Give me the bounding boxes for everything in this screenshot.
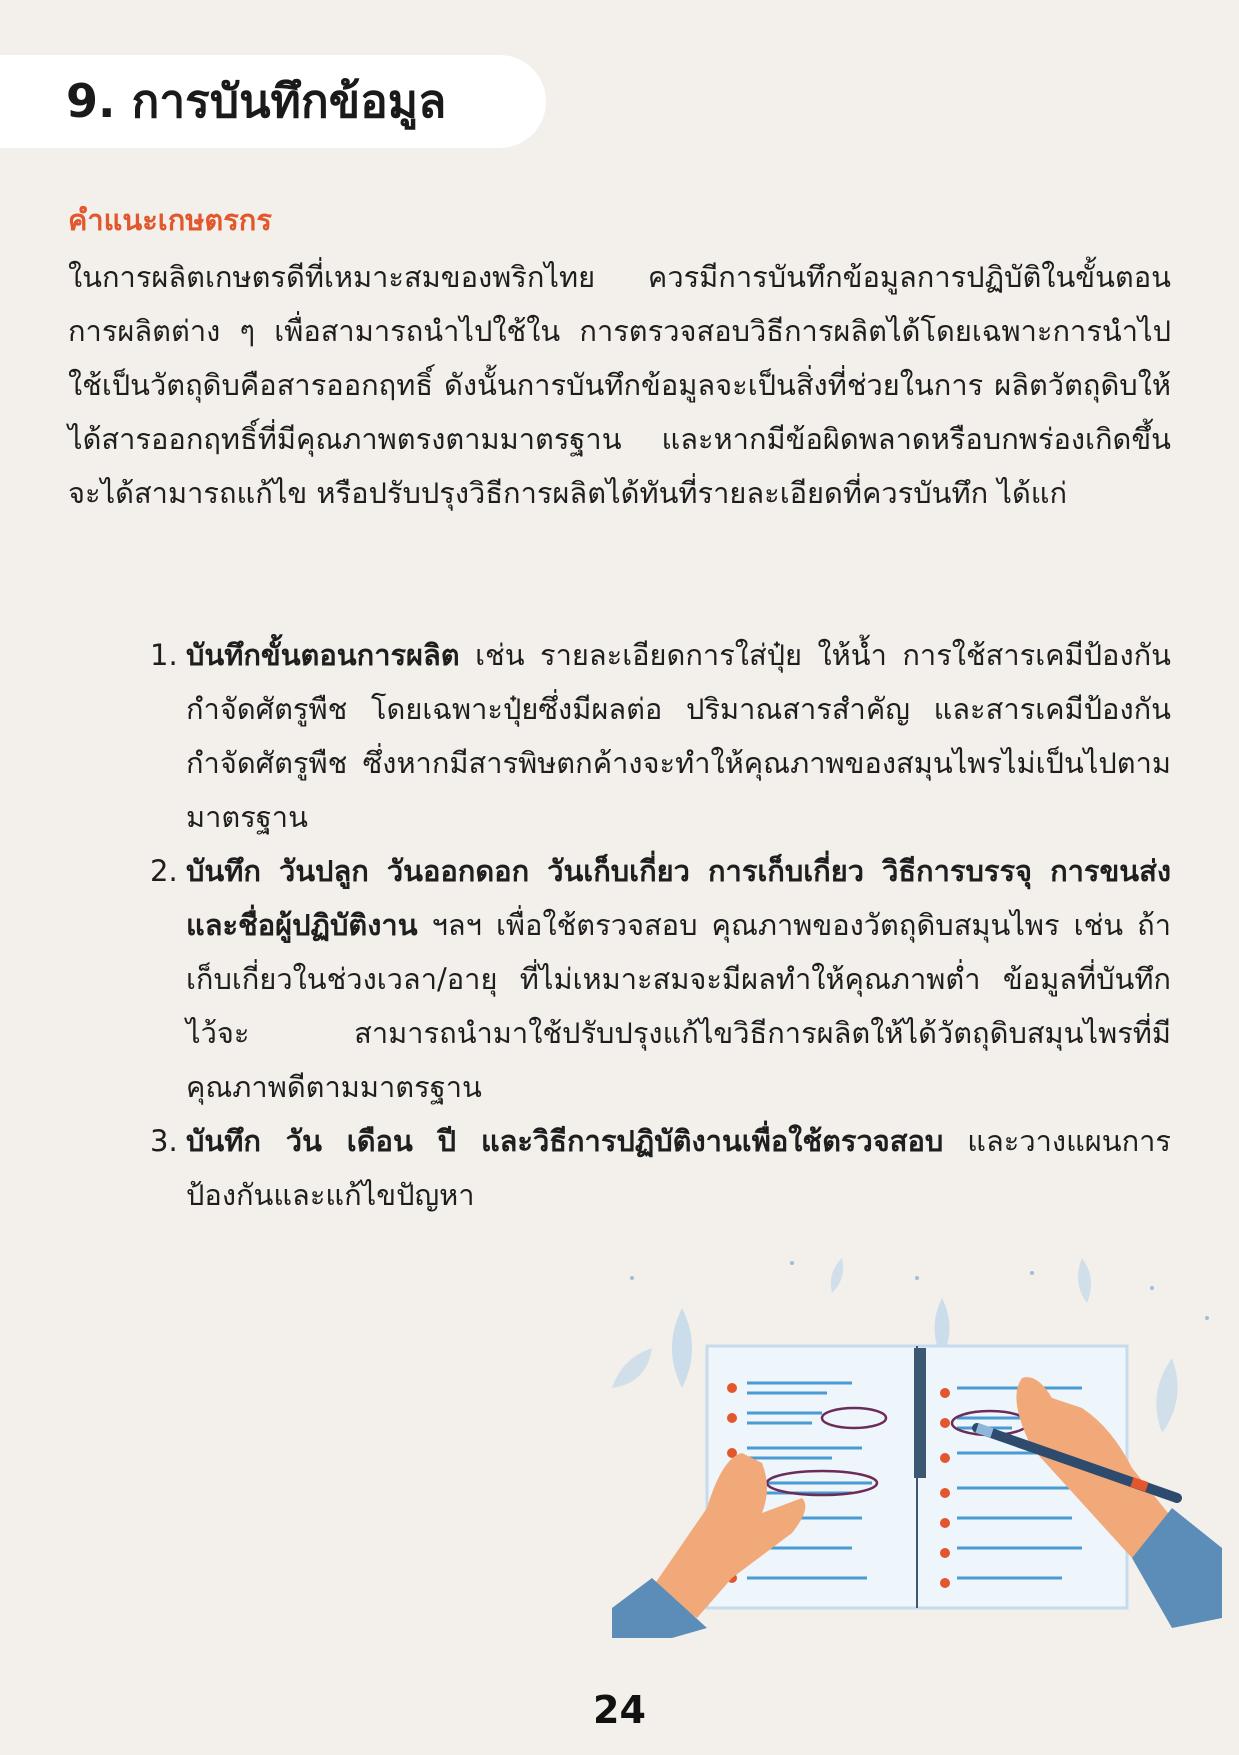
section-title: 9. การบันทึกข้อมูล: [66, 74, 447, 128]
list-item-text: และวางแผนการป้องกันและแก้ไขปัญหา: [186, 1124, 1171, 1212]
list-item-bold: บันทึกขั้นตอนการผลิต: [186, 638, 460, 672]
list-item-bold: บันทึก วันปลูก วันออกดอก วันเก็บเกี่ยว การเก็บเกี่ยว วิธีการบรรจุ การขนส่ง และชื่อผู้ปฏิบัติงาน: [186, 854, 1171, 942]
list-item: [150, 1114, 1171, 1222]
subheading: คำแนะเกษตรกร: [68, 203, 272, 237]
list-number: 1.: [150, 638, 178, 672]
list-item: [150, 628, 1171, 844]
list-item-text: ฯลฯ เพื่อใช้ตรวจสอบ คุณภาพของวัตถุดิบสมุนไพร เช่น ถ้าเก็บเกี่ยวในช่วงเวลา/อายุ ที่ไม่เหมาะสมจะมีผลทำให้คุณภาพต่ำ ข้อมูลที่บันทึกไว้จะ สามารถนำมาใช้ปรับปรุงแก้ไขวิธีการผลิตให้ได้วัตถุดิบสมุนไพรที่มีคุณภาพดีตามมาตรฐาน: [186, 908, 1171, 1104]
list-item-text: เช่น รายละเอียดการใส่ปุ๋ย ให้น้ำ การใช้สารเคมีป้องกันกำจัดศัตรูพืช โดยเฉพาะปุ๋ยซึ่งมีผลต่อ ปริมาณสารสำคัญ และสารเคมีป้องกันกำจัดศัตรูพืช ซึ่งหากมีสารพิษตกค้างจะทำให้คุณภาพของสมุนไพรไม่เป็นไปตาม มาตรฐาน: [186, 638, 1171, 834]
list-item: [150, 844, 1171, 1114]
list-item-bold: บันทึก วัน เดือน ปี และวิธีการปฏิบัติงานเพื่อใช้ตรวจสอบ: [186, 1124, 944, 1158]
title-banner: [0, 55, 546, 148]
page-number: 24: [593, 1688, 646, 1732]
intro-paragraph: ในการผลิตเกษตรดีที่เหมาะสมของพริกไทย ควรมีการบันทึกข้อมูลการปฏิบัติในขั้นตอนการผลิตต่าง ๆ เพื่อสามารถนำไปใช้ใน การตรวจสอบวิธีการผลิตได้โดยเฉพาะการนำไปใช้เป็นวัตถุดิบคือสารออกฤทธิ์ ดังนั้นการบันทึกข้อมูลจะเป็นสิ่งที่ช่วยในการ ผลิตวัตถุดิบให้ได้สารออกฤทธิ์ที่มีคุณภาพตรงตามมาตรฐาน และหากมีข้อผิดพลาดหรือบกพร่องเกิดขึ้น จะได้สามารถแก้ไข หรือปรับปรุงวิธีการผลิตได้ทันที่รายละเอียดที่ควรบันทึก ได้แก่: [68, 260, 1171, 510]
notebook-writing-illustration: [612, 1258, 1222, 1638]
bookmark-icon: [914, 1348, 926, 1478]
record-list: [150, 628, 1171, 1222]
dots-decoration-icon: [630, 1261, 1209, 1320]
list-number: 2.: [150, 854, 178, 888]
list-number: 3.: [150, 1124, 178, 1158]
